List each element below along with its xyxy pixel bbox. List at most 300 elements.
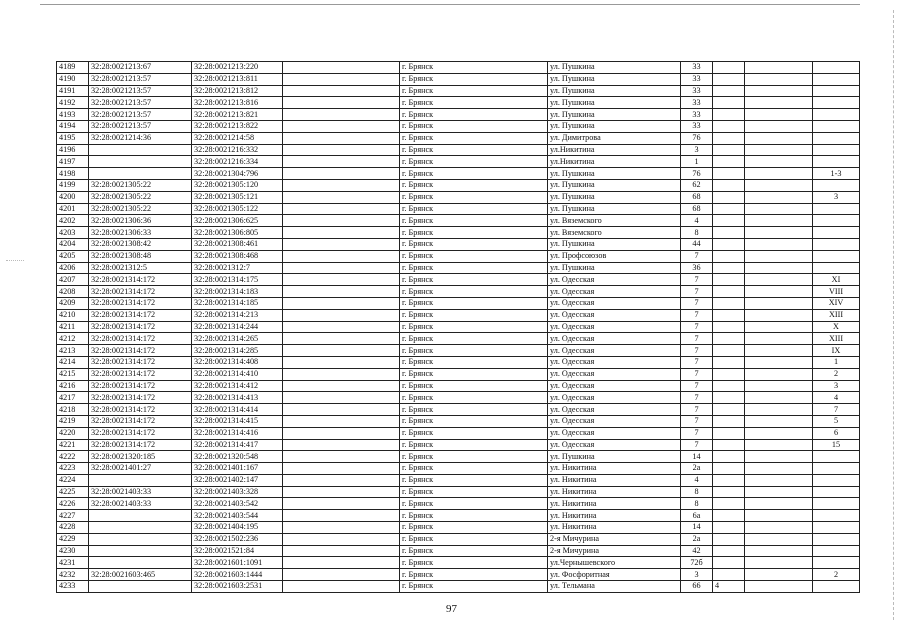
empty-cell	[745, 463, 813, 475]
house-number-cell: 3	[681, 144, 713, 156]
object-cadastral-cell: 32:28:0021314:285	[192, 345, 283, 357]
city-cell: г. Брянск	[400, 474, 548, 486]
apartment-cell: 1	[813, 356, 860, 368]
register-rows	[57, 62, 860, 593]
empty-cell	[283, 144, 400, 156]
object-cadastral-cell: 32:28:0021314:413	[192, 392, 283, 404]
building-cell	[713, 120, 745, 132]
city-cell: г. Брянск	[400, 62, 548, 74]
parcel-cadastral-cell: 32:28:0021314:172	[89, 439, 192, 451]
city-cell: г. Брянск	[400, 392, 548, 404]
building-cell	[713, 262, 745, 274]
street-cell: ул. Пушкина	[548, 85, 681, 97]
empty-cell	[745, 392, 813, 404]
empty-cell	[745, 238, 813, 250]
empty-cell	[745, 227, 813, 239]
apartment-cell	[813, 451, 860, 463]
row-number-cell: 4199	[57, 179, 89, 191]
scan-edge-top	[40, 4, 860, 5]
street-cell: ул. Одесская	[548, 345, 681, 357]
row-number-cell: 4192	[57, 97, 89, 109]
table-row	[57, 227, 860, 239]
street-cell: ул.Никитина	[548, 156, 681, 168]
building-cell	[713, 309, 745, 321]
house-number-cell: 2а	[681, 463, 713, 475]
row-number-cell: 4223	[57, 463, 89, 475]
object-cadastral-cell: 32:28:0021304:796	[192, 168, 283, 180]
empty-cell	[745, 286, 813, 298]
object-cadastral-cell: 32:28:0021216:332	[192, 144, 283, 156]
empty-cell	[283, 168, 400, 180]
empty-cell	[745, 321, 813, 333]
street-cell: ул. Никитина	[548, 510, 681, 522]
house-number-cell: 7	[681, 345, 713, 357]
row-number-cell: 4194	[57, 120, 89, 132]
street-cell: ул. Пушкина	[548, 262, 681, 274]
row-number-cell: 4226	[57, 498, 89, 510]
street-cell: ул. Никитина	[548, 498, 681, 510]
building-cell	[713, 73, 745, 85]
building-cell	[713, 404, 745, 416]
city-cell: г. Брянск	[400, 238, 548, 250]
parcel-cadastral-cell: 32:28:0021314:172	[89, 356, 192, 368]
house-number-cell: 33	[681, 97, 713, 109]
row-number-cell: 4230	[57, 545, 89, 557]
empty-cell	[745, 569, 813, 581]
empty-cell	[745, 179, 813, 191]
table-row	[57, 522, 860, 534]
object-cadastral-cell: 32:28:0021305:121	[192, 191, 283, 203]
building-cell	[713, 85, 745, 97]
street-cell: ул. Пушкина	[548, 451, 681, 463]
table-row	[57, 380, 860, 392]
house-number-cell: 76	[681, 168, 713, 180]
street-cell: ул. Одесская	[548, 404, 681, 416]
object-cadastral-cell: 32:28:0021305:120	[192, 179, 283, 191]
table-row	[57, 238, 860, 250]
table-row	[57, 392, 860, 404]
city-cell: г. Брянск	[400, 203, 548, 215]
apartment-cell	[813, 238, 860, 250]
empty-cell	[283, 97, 400, 109]
parcel-cadastral-cell: 32:28:0021306:33	[89, 227, 192, 239]
row-number-cell: 4214	[57, 356, 89, 368]
object-cadastral-cell: 32:28:0021306:805	[192, 227, 283, 239]
parcel-cadastral-cell	[89, 168, 192, 180]
empty-cell	[745, 168, 813, 180]
apartment-cell	[813, 215, 860, 227]
house-number-cell: 7	[681, 427, 713, 439]
building-cell	[713, 109, 745, 121]
street-cell: ул. Одесская	[548, 309, 681, 321]
empty-cell	[745, 404, 813, 416]
parcel-cadastral-cell: 32:28:0021214:36	[89, 132, 192, 144]
building-cell	[713, 156, 745, 168]
empty-cell	[283, 250, 400, 262]
parcel-cadastral-cell	[89, 545, 192, 557]
building-cell	[713, 144, 745, 156]
empty-cell	[283, 238, 400, 250]
table-row	[57, 333, 860, 345]
row-number-cell: 4220	[57, 427, 89, 439]
scan-edge-right	[893, 10, 894, 620]
parcel-cadastral-cell: 32:28:0021314:172	[89, 368, 192, 380]
empty-cell	[745, 557, 813, 569]
street-cell: ул. Профсоюзов	[548, 250, 681, 262]
empty-cell	[745, 144, 813, 156]
street-cell: ул.Чернышевского	[548, 557, 681, 569]
city-cell: г. Брянск	[400, 333, 548, 345]
object-cadastral-cell: 32:28:0021603:2531	[192, 581, 283, 593]
empty-cell	[283, 427, 400, 439]
table-row	[57, 262, 860, 274]
city-cell: г. Брянск	[400, 415, 548, 427]
parcel-cadastral-cell	[89, 533, 192, 545]
parcel-cadastral-cell: 32:28:0021308:42	[89, 238, 192, 250]
building-cell	[713, 498, 745, 510]
street-cell: ул. Никитина	[548, 522, 681, 534]
object-cadastral-cell: 32:28:0021314:414	[192, 404, 283, 416]
empty-cell	[745, 345, 813, 357]
empty-cell	[283, 569, 400, 581]
row-number-cell: 4232	[57, 569, 89, 581]
city-cell: г. Брянск	[400, 439, 548, 451]
parcel-cadastral-cell: 32:28:0021314:172	[89, 415, 192, 427]
parcel-cadastral-cell: 32:28:0021314:172	[89, 392, 192, 404]
house-number-cell: 7	[681, 404, 713, 416]
city-cell: г. Брянск	[400, 120, 548, 132]
house-number-cell: 3	[681, 569, 713, 581]
house-number-cell: 6а	[681, 510, 713, 522]
city-cell: г. Брянск	[400, 557, 548, 569]
parcel-cadastral-cell: 32:28:0021308:48	[89, 250, 192, 262]
parcel-cadastral-cell: 32:28:0021314:172	[89, 309, 192, 321]
apartment-cell	[813, 510, 860, 522]
building-cell	[713, 215, 745, 227]
house-number-cell: 7	[681, 297, 713, 309]
empty-cell	[283, 85, 400, 97]
parcel-cadastral-cell	[89, 581, 192, 593]
object-cadastral-cell: 32:28:0021314:412	[192, 380, 283, 392]
house-number-cell: 1	[681, 156, 713, 168]
object-cadastral-cell: 32:28:0021401:167	[192, 463, 283, 475]
apartment-cell	[813, 85, 860, 97]
row-number-cell: 4197	[57, 156, 89, 168]
building-cell	[713, 427, 745, 439]
table-row	[57, 309, 860, 321]
parcel-cadastral-cell: 32:28:0021213:57	[89, 109, 192, 121]
apartment-cell	[813, 120, 860, 132]
street-cell: ул. Одесская	[548, 392, 681, 404]
house-number-cell: 7	[681, 250, 713, 262]
empty-cell	[283, 581, 400, 593]
city-cell: г. Брянск	[400, 132, 548, 144]
object-cadastral-cell: 32:28:0021306:625	[192, 215, 283, 227]
building-cell	[713, 179, 745, 191]
building-cell	[713, 486, 745, 498]
parcel-cadastral-cell	[89, 156, 192, 168]
street-cell: ул. Пушкина	[548, 109, 681, 121]
parcel-cadastral-cell: 32:28:0021314:172	[89, 333, 192, 345]
row-number-cell: 4221	[57, 439, 89, 451]
city-cell: г. Брянск	[400, 581, 548, 593]
object-cadastral-cell: 32:28:0021314:417	[192, 439, 283, 451]
street-cell: ул. Пушкина	[548, 203, 681, 215]
house-number-cell: 62	[681, 179, 713, 191]
empty-cell	[283, 156, 400, 168]
street-cell: ул. Одесская	[548, 427, 681, 439]
street-cell: ул. Одесская	[548, 333, 681, 345]
city-cell: г. Брянск	[400, 215, 548, 227]
table-row	[57, 345, 860, 357]
house-number-cell: 7	[681, 368, 713, 380]
building-cell	[713, 510, 745, 522]
object-cadastral-cell: 32:28:0021314:183	[192, 286, 283, 298]
object-cadastral-cell: 32:28:0021314:244	[192, 321, 283, 333]
object-cadastral-cell: 32:28:0021314:410	[192, 368, 283, 380]
empty-cell	[745, 415, 813, 427]
street-cell: ул. Одесская	[548, 356, 681, 368]
empty-cell	[745, 510, 813, 522]
table-row	[57, 250, 860, 262]
house-number-cell: 7	[681, 439, 713, 451]
apartment-cell	[813, 557, 860, 569]
empty-cell	[745, 368, 813, 380]
table-row	[57, 581, 860, 593]
city-cell: г. Брянск	[400, 345, 548, 357]
parcel-cadastral-cell	[89, 522, 192, 534]
table-row	[57, 474, 860, 486]
apartment-cell	[813, 179, 860, 191]
building-cell	[713, 380, 745, 392]
empty-cell	[745, 380, 813, 392]
apartment-cell: 2	[813, 569, 860, 581]
row-number-cell: 4208	[57, 286, 89, 298]
apartment-cell: 7	[813, 404, 860, 416]
object-cadastral-cell: 32:28:0021403:544	[192, 510, 283, 522]
table-row	[57, 510, 860, 522]
building-cell	[713, 392, 745, 404]
parcel-cadastral-cell: 32:28:0021305:22	[89, 203, 192, 215]
empty-cell	[745, 62, 813, 74]
street-cell: ул. Фосфоритная	[548, 569, 681, 581]
parcel-cadastral-cell: 32:28:0021305:22	[89, 179, 192, 191]
empty-cell	[745, 97, 813, 109]
empty-cell	[745, 486, 813, 498]
street-cell: 2-я Мичурина	[548, 545, 681, 557]
street-cell: ул. Никитина	[548, 474, 681, 486]
empty-cell	[745, 545, 813, 557]
object-cadastral-cell: 32:28:0021502:236	[192, 533, 283, 545]
table-row	[57, 463, 860, 475]
city-cell: г. Брянск	[400, 451, 548, 463]
apartment-cell: 2	[813, 368, 860, 380]
empty-cell	[745, 474, 813, 486]
apartment-cell: 1-3	[813, 168, 860, 180]
parcel-cadastral-cell	[89, 144, 192, 156]
row-number-cell: 4206	[57, 262, 89, 274]
empty-cell	[745, 120, 813, 132]
street-cell: ул. Одесская	[548, 286, 681, 298]
street-cell: ул. Одесская	[548, 415, 681, 427]
empty-cell	[745, 309, 813, 321]
building-cell	[713, 557, 745, 569]
building-cell	[713, 533, 745, 545]
row-number-cell: 4212	[57, 333, 89, 345]
apartment-cell	[813, 97, 860, 109]
empty-cell	[745, 533, 813, 545]
empty-cell	[283, 368, 400, 380]
building-cell	[713, 97, 745, 109]
property-register-table	[56, 61, 860, 593]
parcel-cadastral-cell: 32:28:0021213:57	[89, 73, 192, 85]
object-cadastral-cell: 32:28:0021213:220	[192, 62, 283, 74]
table-row	[57, 321, 860, 333]
apartment-cell	[813, 132, 860, 144]
page-number: 97	[446, 603, 457, 615]
empty-cell	[745, 297, 813, 309]
empty-cell	[283, 486, 400, 498]
row-number-cell: 4211	[57, 321, 89, 333]
empty-cell	[283, 262, 400, 274]
house-number-cell: 68	[681, 191, 713, 203]
city-cell: г. Брянск	[400, 168, 548, 180]
empty-cell	[283, 321, 400, 333]
city-cell: г. Брянск	[400, 380, 548, 392]
city-cell: г. Брянск	[400, 250, 548, 262]
apartment-cell	[813, 62, 860, 74]
table-row	[57, 545, 860, 557]
object-cadastral-cell: 32:28:0021308:461	[192, 238, 283, 250]
object-cadastral-cell: 32:28:0021213:816	[192, 97, 283, 109]
parcel-cadastral-cell: 32:28:0021314:172	[89, 274, 192, 286]
parcel-cadastral-cell	[89, 474, 192, 486]
parcel-cadastral-cell: 32:28:0021213:57	[89, 85, 192, 97]
house-number-cell: 66	[681, 581, 713, 593]
building-cell	[713, 238, 745, 250]
parcel-cadastral-cell	[89, 557, 192, 569]
house-number-cell: 33	[681, 120, 713, 132]
object-cadastral-cell: 32:28:0021314:185	[192, 297, 283, 309]
house-number-cell: 76	[681, 132, 713, 144]
city-cell: г. Брянск	[400, 404, 548, 416]
table-row	[57, 451, 860, 463]
street-cell: ул. Димитрова	[548, 132, 681, 144]
city-cell: г. Брянск	[400, 227, 548, 239]
table-row	[57, 132, 860, 144]
empty-cell	[283, 203, 400, 215]
row-number-cell: 4210	[57, 309, 89, 321]
empty-cell	[283, 545, 400, 557]
city-cell: г. Брянск	[400, 498, 548, 510]
object-cadastral-cell: 32:28:0021213:811	[192, 73, 283, 85]
house-number-cell: 33	[681, 62, 713, 74]
table-row	[57, 427, 860, 439]
object-cadastral-cell: 32:28:0021305:122	[192, 203, 283, 215]
street-cell: ул. Одесская	[548, 439, 681, 451]
row-number-cell: 4231	[57, 557, 89, 569]
house-number-cell: 7	[681, 321, 713, 333]
city-cell: г. Брянск	[400, 156, 548, 168]
empty-cell	[745, 333, 813, 345]
parcel-cadastral-cell	[89, 510, 192, 522]
apartment-cell: 5	[813, 415, 860, 427]
table-row	[57, 85, 860, 97]
building-cell	[713, 415, 745, 427]
street-cell: ул. Одесская	[548, 274, 681, 286]
empty-cell	[745, 581, 813, 593]
apartment-cell	[813, 474, 860, 486]
empty-cell	[283, 474, 400, 486]
building-cell	[713, 439, 745, 451]
row-number-cell: 4227	[57, 510, 89, 522]
empty-cell	[745, 250, 813, 262]
house-number-cell: 44	[681, 238, 713, 250]
parcel-cadastral-cell: 32:28:0021403:33	[89, 486, 192, 498]
street-cell: ул.Никитина	[548, 144, 681, 156]
building-cell	[713, 250, 745, 262]
apartment-cell	[813, 203, 860, 215]
row-number-cell: 4201	[57, 203, 89, 215]
street-cell: ул. Пушкина	[548, 120, 681, 132]
empty-cell	[745, 203, 813, 215]
apartment-cell	[813, 156, 860, 168]
object-cadastral-cell: 32:28:0021213:812	[192, 85, 283, 97]
empty-cell	[283, 498, 400, 510]
empty-cell	[283, 62, 400, 74]
apartment-cell: 3	[813, 380, 860, 392]
empty-cell	[283, 179, 400, 191]
city-cell: г. Брянск	[400, 569, 548, 581]
apartment-cell: XIII	[813, 333, 860, 345]
apartment-cell: 4	[813, 392, 860, 404]
row-number-cell: 4217	[57, 392, 89, 404]
building-cell	[713, 321, 745, 333]
empty-cell	[283, 463, 400, 475]
table-row	[57, 557, 860, 569]
apartment-cell	[813, 73, 860, 85]
apartment-cell	[813, 545, 860, 557]
object-cadastral-cell: 32:28:0021320:548	[192, 451, 283, 463]
table-row	[57, 62, 860, 74]
parcel-cadastral-cell: 32:28:0021401:27	[89, 463, 192, 475]
empty-cell	[283, 274, 400, 286]
row-number-cell: 4224	[57, 474, 89, 486]
row-number-cell: 4215	[57, 368, 89, 380]
city-cell: г. Брянск	[400, 510, 548, 522]
row-number-cell: 4189	[57, 62, 89, 74]
parcel-cadastral-cell: 32:28:0021314:172	[89, 380, 192, 392]
building-cell	[713, 203, 745, 215]
apartment-cell	[813, 109, 860, 121]
object-cadastral-cell: 32:28:0021314:175	[192, 274, 283, 286]
empty-cell	[745, 522, 813, 534]
row-number-cell: 4228	[57, 522, 89, 534]
city-cell: г. Брянск	[400, 368, 548, 380]
apartment-cell	[813, 463, 860, 475]
street-cell: ул. Пушкина	[548, 97, 681, 109]
object-cadastral-cell: 32:28:0021213:821	[192, 109, 283, 121]
house-number-cell: 7	[681, 415, 713, 427]
table-row	[57, 109, 860, 121]
street-cell: ул. Вяземского	[548, 215, 681, 227]
city-cell: г. Брянск	[400, 286, 548, 298]
house-number-cell: 33	[681, 85, 713, 97]
object-cadastral-cell: 32:28:0021314:213	[192, 309, 283, 321]
street-cell: ул. Одесская	[548, 380, 681, 392]
house-number-cell: 8	[681, 498, 713, 510]
house-number-cell: 4	[681, 215, 713, 227]
